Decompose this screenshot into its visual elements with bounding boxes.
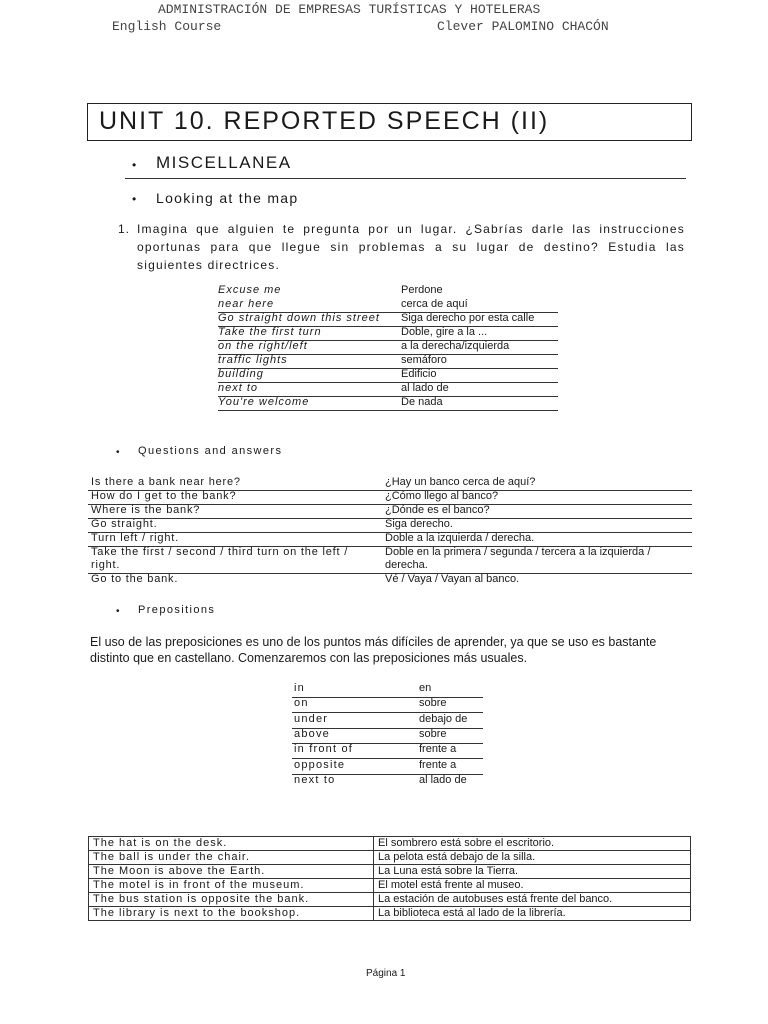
table-row bbox=[218, 396, 558, 411]
bullet-dot: • bbox=[116, 606, 120, 617]
cell-english: above bbox=[294, 727, 330, 740]
cell-spanish: Edificio bbox=[401, 368, 437, 380]
cell-english: Where is the bank? bbox=[91, 504, 201, 516]
table-row bbox=[89, 879, 691, 893]
cell-spanish: sobre bbox=[419, 727, 447, 740]
exercise-text: Imagina que alguien te pregunta por un lugar. ¿Sabrías darle las instrucciones oportunas para que llegue sin problemas a su lugar de destino? Estudia las siguientes directrices. bbox=[137, 222, 685, 272]
cell-english: Turn left / right. bbox=[91, 532, 179, 544]
cell-spanish: ¿Hay un banco cerca de aquí? bbox=[385, 476, 536, 488]
table-row bbox=[292, 774, 483, 789]
table-row bbox=[292, 713, 483, 729]
cell-spanish: ¿Cómo llego al banco? bbox=[385, 490, 499, 502]
divider bbox=[125, 178, 686, 179]
cell-spanish: Siga derecho por esta calle bbox=[401, 312, 535, 324]
cell-spanish: Vé / Vaya / Vayan al banco. bbox=[385, 573, 520, 585]
exercise-number: 1. bbox=[118, 222, 131, 236]
header-institution: ADMINISTRACIÓN DE EMPRESAS TURÍSTICAS Y HOTELERAS bbox=[158, 2, 541, 17]
cell-spanish: El motel está frente al museo. bbox=[374, 879, 691, 893]
cell-english: next to bbox=[218, 382, 259, 394]
table-row bbox=[218, 368, 558, 383]
cell-english: Go straight. bbox=[91, 518, 158, 530]
table-row bbox=[218, 312, 558, 327]
cell-spanish: La estación de autobuses está frente del banco. bbox=[374, 893, 691, 907]
cell-spanish: El sombrero está sobre el escritorio. bbox=[374, 837, 691, 851]
cell-english: traffic lights bbox=[218, 354, 288, 366]
table-row bbox=[89, 865, 691, 879]
cell-spanish: a la derecha/izquierda bbox=[401, 340, 510, 352]
cell-english: Take the first turn bbox=[218, 326, 322, 338]
cell-spanish: Doble, gire a la ... bbox=[401, 326, 488, 338]
section-prepositions: Prepositions bbox=[138, 604, 216, 616]
cell-english: Take the first / second / third turn on the left / right. bbox=[91, 546, 349, 571]
cell-english: Is there a bank near here? bbox=[91, 476, 241, 488]
cell-spanish: al lado de bbox=[401, 382, 449, 394]
table-row bbox=[88, 476, 692, 491]
table-row bbox=[88, 518, 692, 533]
cell-spanish: De nada bbox=[401, 396, 443, 408]
table-row bbox=[218, 284, 558, 298]
cell-english: How do I get to the bank? bbox=[91, 490, 237, 502]
cell-spanish: frente a bbox=[419, 758, 457, 771]
table-row bbox=[218, 298, 558, 313]
cell-spanish: Doble en la primera / segunda / tercera a la izquierda / derecha. bbox=[385, 546, 651, 571]
table-row bbox=[89, 837, 691, 851]
cell-spanish: La Luna está sobre la Tierra. bbox=[374, 865, 691, 879]
bullet-dot: • bbox=[116, 447, 120, 458]
table-row bbox=[218, 326, 558, 341]
cell-spanish: La pelota está debajo de la silla. bbox=[374, 851, 691, 865]
cell-english: Excuse me bbox=[218, 284, 282, 296]
table-row bbox=[89, 851, 691, 865]
bullet-dot: • bbox=[132, 158, 137, 172]
cell-spanish: Doble a la izquierda / derecha. bbox=[385, 532, 535, 544]
table-row bbox=[292, 697, 483, 713]
cell-english: in bbox=[294, 682, 305, 694]
cell-english: Go straight down this street bbox=[218, 312, 380, 324]
cell-english: next to bbox=[294, 773, 336, 786]
cell-english: You're welcome bbox=[218, 396, 310, 408]
cell-english: The bus station is opposite the bank. bbox=[89, 893, 374, 907]
bullet-dot: • bbox=[132, 192, 137, 206]
page-number: Página 1 bbox=[366, 968, 406, 979]
cell-english: under bbox=[294, 712, 329, 725]
cell-english: in front of bbox=[294, 743, 354, 756]
cell-english: The hat is on the desk. bbox=[89, 837, 374, 851]
cell-spanish: frente a bbox=[419, 743, 457, 756]
cell-english: on bbox=[294, 697, 309, 710]
table-row bbox=[292, 682, 483, 698]
table-row bbox=[88, 490, 692, 505]
cell-spanish: en bbox=[419, 682, 432, 694]
cell-spanish: cerca de aquí bbox=[401, 298, 468, 310]
table-row bbox=[292, 759, 483, 775]
cell-spanish: sobre bbox=[419, 697, 447, 710]
table-row bbox=[88, 532, 692, 547]
examples-table bbox=[88, 836, 691, 921]
section-questions-answers: Questions and answers bbox=[138, 445, 283, 457]
table-row bbox=[292, 743, 483, 759]
cell-english: The Moon is above the Earth. bbox=[89, 865, 374, 879]
cell-english: The motel is in front of the museum. bbox=[89, 879, 374, 893]
header-author: Clever PALOMINO CHACÓN bbox=[437, 19, 609, 34]
table-row bbox=[218, 354, 558, 369]
table-row bbox=[89, 893, 691, 907]
cell-english: building bbox=[218, 368, 264, 380]
cell-english: opposite bbox=[294, 758, 346, 771]
cell-spanish: Perdone bbox=[401, 284, 443, 296]
table-row bbox=[88, 546, 692, 574]
page-title: UNIT 10. REPORTED SPEECH (II) bbox=[99, 107, 550, 135]
table-row bbox=[292, 728, 483, 744]
cell-english: The ball is under the chair. bbox=[89, 851, 374, 865]
section-miscellanea: MISCELLANEA bbox=[156, 153, 292, 172]
prepositions-intro: El uso de las preposiciones es uno de los puntos más difíciles de aprender, ya que se uso es bastante distinto que en castellano. Comenzaremos con las preposiciones más usuales. bbox=[90, 635, 657, 665]
table-row bbox=[88, 573, 692, 587]
table-row bbox=[89, 907, 691, 921]
cell-spanish: ¿Dónde es el banco? bbox=[385, 504, 490, 516]
cell-english: on the right/left bbox=[218, 340, 308, 352]
cell-english: Go to the bank. bbox=[91, 573, 179, 585]
cell-spanish: al lado de bbox=[419, 773, 467, 786]
cell-spanish: semáforo bbox=[401, 354, 447, 366]
table-row bbox=[88, 504, 692, 519]
cell-english: near here bbox=[218, 298, 275, 310]
cell-spanish: La biblioteca está al lado de la librería. bbox=[374, 907, 691, 921]
table-row bbox=[218, 340, 558, 355]
cell-spanish: Siga derecho. bbox=[385, 518, 453, 530]
table-row bbox=[218, 382, 558, 397]
cell-english: The library is next to the bookshop. bbox=[89, 907, 374, 921]
section-looking-at-map: Looking at the map bbox=[156, 190, 299, 206]
header-course: English Course bbox=[112, 19, 222, 34]
cell-spanish: debajo de bbox=[419, 712, 468, 725]
